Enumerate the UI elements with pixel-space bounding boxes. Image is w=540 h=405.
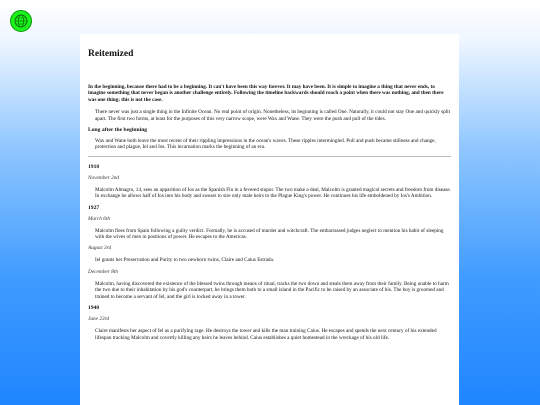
year-heading: 1927 [88, 204, 100, 211]
event-text: Malcolm, having discovered the existence of the blessed twins through means of ritual, tracks the two down and steals them away from their family. Being unable to harm the two due to their inhabitation by his god's counterpart, he brings them both to a small island in the Pacific to be raised by an associate of his. The boy is groomed and trained to become a servant of Iel, and the girl is locked away in a tower. [95, 280, 449, 300]
year-heading: 1940 [88, 305, 100, 312]
globe-icon [13, 13, 29, 29]
event-date: November 2nd [88, 174, 120, 181]
event-date: December 8th [88, 268, 118, 275]
site-logo[interactable] [10, 10, 32, 32]
section-subhead: Long after the beginning [88, 127, 148, 134]
origin-paragraph: There never was just a single thing in the Infinite Ocean. No real point of origin. Nonetheless, its beginning is called One. Naturally, it could not stay One and quickly split apart. The first two forms, at least for the purposes of this very narrow scope, were Wax and Wane. They were the push and pull of the tides. [95, 109, 451, 122]
section-divider [88, 156, 451, 157]
event-date: August 3rd [88, 245, 112, 252]
timeline-year-1940 [88, 305, 451, 341]
era-paragraph: Wax and Wane both leave the most recent of their rippling impressions in the ocean's waves. These ripples intermingled. Pull and push became stillness and change, protection and plague, Iel and Ios. This incarnation marks the beginning of an era. [95, 138, 436, 151]
timeline-year-1918 [88, 164, 451, 200]
event-date: March 6th [88, 215, 111, 222]
event-date: June 23rd [88, 316, 110, 323]
event-text: Malcolm flees from Spain following a guilty verdict. Formally, he is accused of murder and witchcraft. The embarrassed judges neglect to mention his habit of sleeping with the wives of men in positions of power. He escapes to the Americas. [95, 227, 444, 241]
timeline-year-1927 [88, 205, 451, 300]
year-heading: 1918 [88, 163, 100, 170]
event-text: Malcolm Almagro, 14, sees an apparition of Ios as the Spanish Flu in a fevered stupor. The two make a deal, Malcolm is granted magical secrets and freedom from disease. In exchange he allows half of Ios into his body and swears to sire only male heirs to the Plague King's power. He continues his life emboldened by Ios's Ambition. [95, 186, 452, 200]
intro-paragraph: In the beginning, because there had to be a beginning. It can't have been this way forever. It may have been. It is simple to imagine a thing that never ends, to imagine something that never began is another challenge entirely. Following the timeline backwards should reach a point when there was nothing, and then there was one thing; this is not the case. [88, 84, 444, 103]
document-page [80, 34, 459, 405]
event-text: Claire manifests her aspect of Iel as a purifying rage. He destroys the tower and kills the man training Caius. He escapes and spends the next century of his extended lifespan tracking Malcolm and covertly killing any heirs he leaves behind. Caius establishes a quiet homestead in the wreckage of his old life. [95, 328, 437, 341]
event-text: Iel grants her Preservation and Purity to two newborn twins, Claire and Caius Estrada. [95, 257, 275, 264]
page-title: Reitemized [88, 49, 134, 59]
